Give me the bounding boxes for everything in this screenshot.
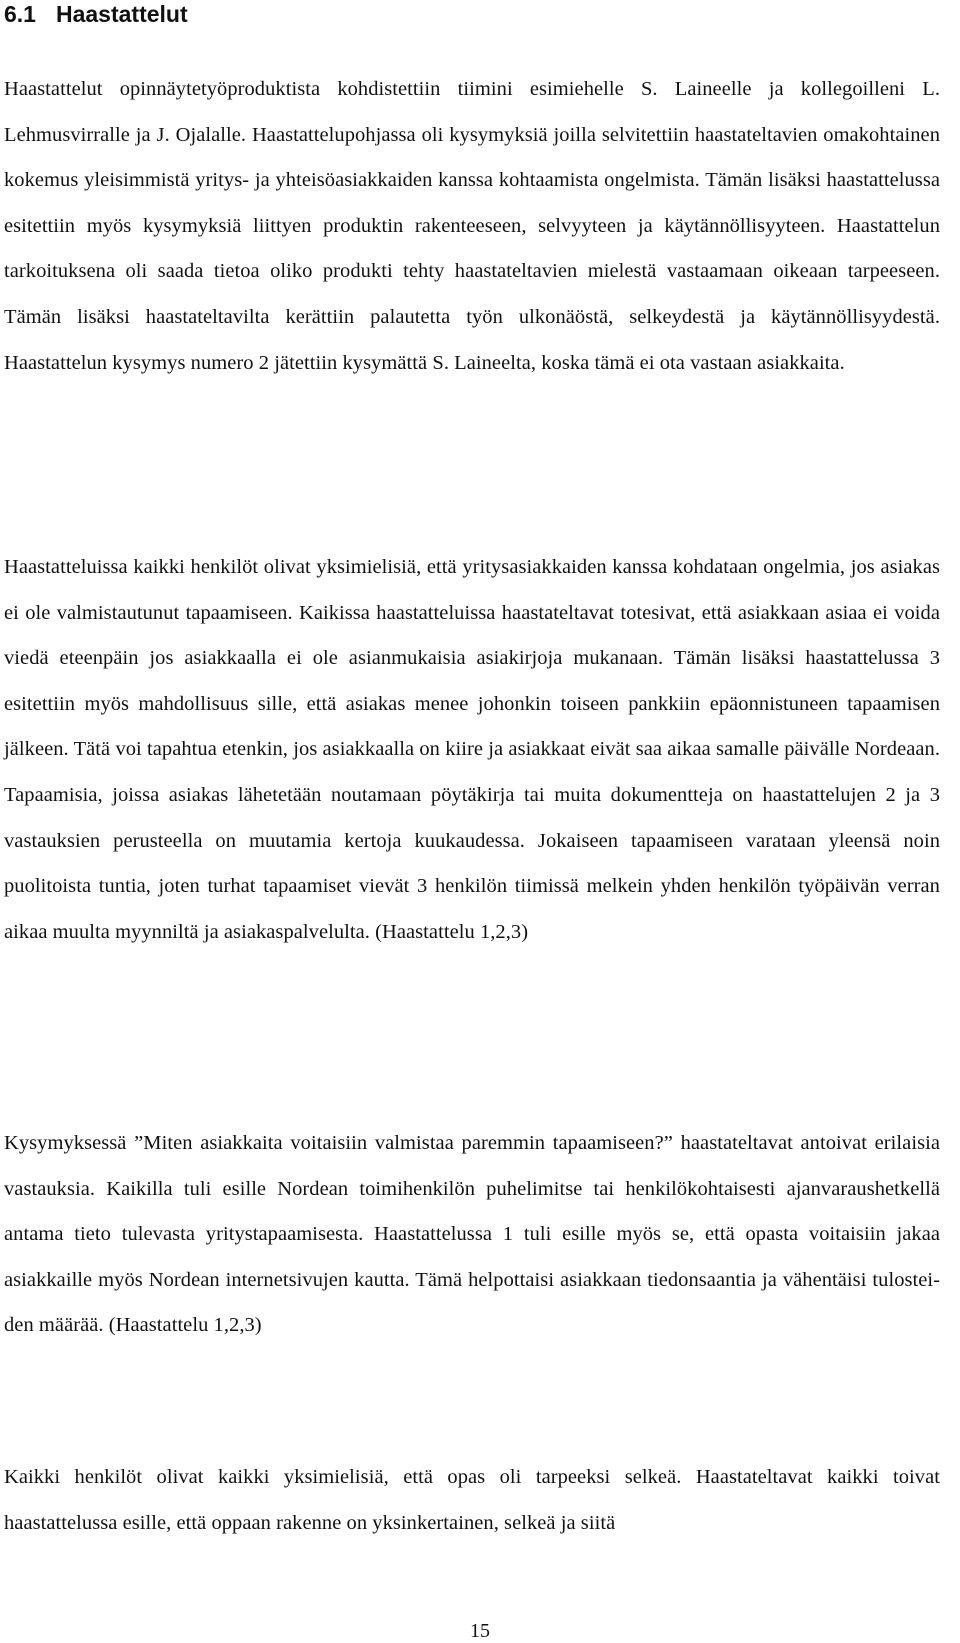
- section-title: Haastattelut: [55, 1, 188, 27]
- section-number: 6.1: [4, 1, 36, 27]
- paragraph-interviews-intro: Haastattelut opinnäytetyöproduktista kohdistettiin tiimini esimiehelle S. Laineelle ja kollegoilleni L. Lehmusvirralle ja J. Ojalalle. Haastattelupohjassa oli kysymyksiä joilla selvitettiin haastateltavien omakohtainen kokemus yleisimmistä yritys- ja yhteisöasiakkaiden kanssa kohtaamista ongelmista. Tämän lisäksi haastattelussa esitettiin myös kysymyksiä liittyen produktin rakenteeseen, selvyyteen ja käytännöllisyyteen. Haastattelun tarkoituksena oli saada tietoa oliko produkti tehty haastateltavien mielestä vastaamaan oikeaan tarpeeseen. Tämän lisäksi haastateltavilta kerättiin palautetta työn ulkonäöstä, selkeydestä ja käytännöllisyydestä. Haastattelun kysymys numero 2 jätettiin kysymättä S. Laineelta, koska tämä ei ota vastaan asiakkaita.: [4, 78, 940, 374]
- section-heading: [4, 0, 188, 28]
- page-number: 15: [470, 1620, 490, 1642]
- paragraph-interview-findings: Haastatteluissa kaikki henkilöt olivat yksimielisiä, että yritysasiakkaiden kanssa kohdataan ongelmia, jos asiakas ei ole valmistautunut tapaamiseen. Kaikissa haastatteluissa haastateltavat totesivat, että asiakkaan asiaa ei voida viedä eteenpäin jos asiakkaalla ei ole asianmukaisia asiakirjoja mukanaan. Tämän lisäksi haastattelussa 3 esitettiin myös mahdollisuus sille, että asiakas menee johonkin toiseen pankkiin epäonnistuneen tapaamisen jälkeen. Tätä voi tapahtua etenkin, jos asiakkaalla on kiire ja asiakkaat eivät saa aikaa samalle päivälle Nordeaan. Tapaamisia, joissa asiakas lähetetään noutamaan pöytäkirja tai muita dokumentteja on haastattelujen 2 ja 3 vastauksien perusteella on muutamia kertoja kuukaudessa. Jokaiseen tapaamiseen varataan yleensä noin puolitoista tuntia, joten turhat tapaamiset vievät 3 henkilön tiimissä melkein yhden henkilön työpäivän verran aikaa muulta myynniltä ja asiakaspalvelulta. (Haastattelu 1,2,3): [4, 556, 940, 943]
- paragraph-guide-clarity: Kaikki henkilöt olivat kaikki yksimielisiä, että opas oli tarpeeksi selkeä. Haastateltavat kaikki toivat haastattelussa esille, että oppaan rakenne on yksinkertainen, selkeä ja siitä: [4, 1466, 940, 1534]
- paragraph-preparation-question: Kysymyksessä ”Miten asiakkaita voitaisiin valmistaa paremmin tapaamiseen?” haastateltavat antoivat erilaisia vastauksia. Kaikilla tuli esille Nordean toimihenkilön puhelimitse tai henkilökohtaisesti ajanvaraushetkellä antama tieto tulevasta yritystapaamisesta. Haastattelussa 1 tuli esille myös se, että opasta voitaisiin jakaa asiakkaille myös Nordean internetsivujen kautta. Tämä helpottaisi asiakkaan tiedonsaantia ja vähentäisi tulosteiden määrää. (Haastattelu 1,2,3): [4, 1132, 940, 1337]
